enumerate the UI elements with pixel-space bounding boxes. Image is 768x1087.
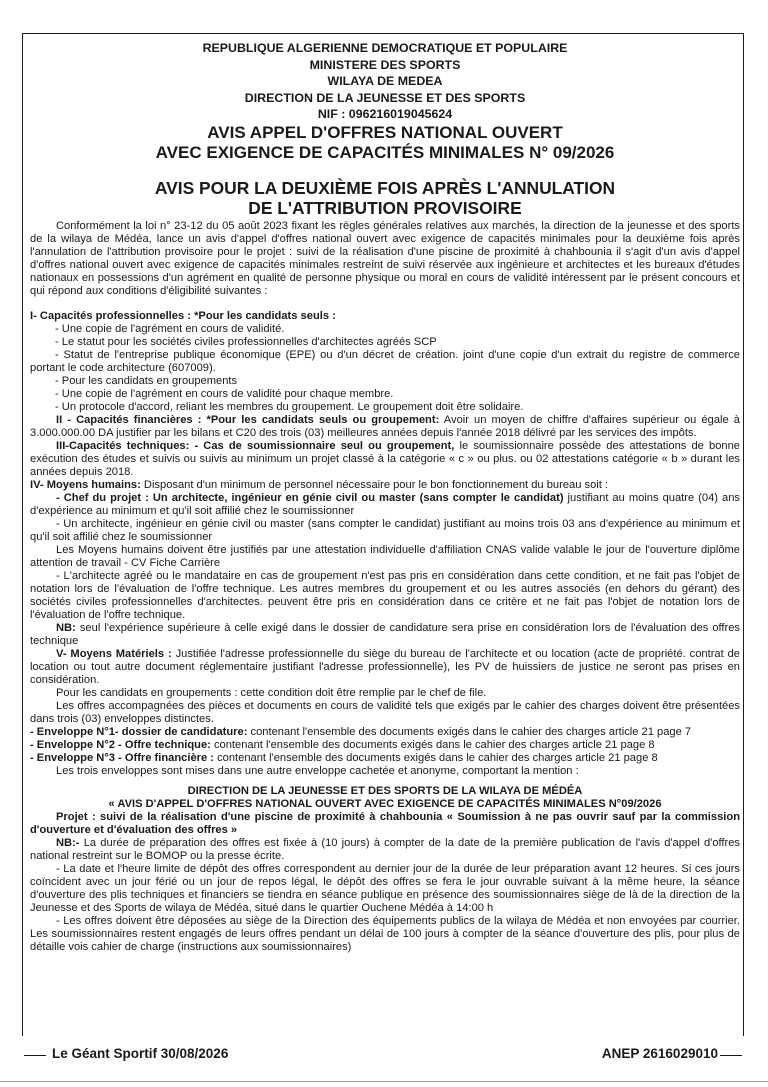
- section5-p1: Pour les candidats en groupements : cette condition doit être remplie par le chef de file.: [56, 686, 487, 699]
- envelope-2: [30, 739, 740, 752]
- section3-text: le soumissionnaire possède des attestations de bonne exécution des études et suivis ou suivis au minimum un projet classé à la catégorie « c » ou plus. ou 02 attestations catégorie « b » durant les années depuis 2018.: [30, 439, 740, 478]
- notice-subtitle-line2: DE L'ATTRIBUTION PROVISOIRE: [248, 197, 522, 218]
- section1-item: - Une copie de l'agrément en cours de validité pour chaque membre.: [55, 387, 394, 400]
- section2-paragraph: [30, 414, 740, 440]
- section4-nb-text: seul l'expérience supérieure à celle exigé dans le dossier de candidature sera prise en considération lors de l'évaluation des offres technique: [30, 621, 740, 647]
- header-wilaya: WILAYA DE MEDEA: [327, 74, 443, 88]
- header-republic: REPUBLIQUE ALGERIENNE DEMOCRATIQUE ET POPULAIRE: [202, 41, 568, 55]
- chef-projet-text: justifiant au moins quatre (04) ans d'expérience au minimum et qu'il soit affilié chez le soumissionner: [30, 491, 740, 517]
- section5-text: Justifiée l'adresse professionnelle du siège du bureau de l'architecte et ou location (acte de propriété. contrat de location ou tout autre document réglementaire justifiant l'adresse professionnelle), les PV de huissiers de justice ne seront pas prises en considération.: [30, 647, 740, 686]
- mention-projet: Projet : suivi de la réalisation d'une piscine de proximité à chahbounia « Soumission à ne pas ouvrir sauf par la commission d'ouverture et d'évaluation des offres »: [30, 810, 740, 836]
- footer-anep-ref: ANEP 2616029010: [601, 1046, 718, 1061]
- closing-nb-label: NB:-: [56, 836, 80, 849]
- section4-p3: - L'architecte agréé ou le mandataire en cas de groupement n'est pas pris en considération dans cette condition, et ne fait pas l'objet de notation lors de l'évaluation de l'offre technique. Les autres membres du groupement et ou les autres associés (en dehors du gérant) des sociétés civiles professionnelles d'architectes. peuvent être pris en considération dans ce critère et ne fait pas l'objet de notation lors de l'évaluation de l'offre technique.: [30, 569, 740, 621]
- footer-rule-right: [720, 1055, 742, 1056]
- section3-paragraph: [30, 440, 740, 479]
- section1-item: - Une copie de l'agrément en cours de validité.: [55, 322, 285, 335]
- section1-item: - Statut de l'entreprise publique économique (EPE) ou d'un décret de création. joint d'une copie d'un extrait du registre de commerce portant le code architecture (607009).: [30, 348, 740, 374]
- section4-nb-label: NB:: [56, 621, 76, 634]
- header-direction: DIRECTION DE LA JEUNESSE ET DES SPORTS: [244, 90, 526, 105]
- section5-heading: V- Moyens Matériels :: [56, 647, 172, 660]
- notice-title-line1: AVIS APPEL D'OFFRES NATIONAL OUVERT: [207, 122, 563, 142]
- header-ministry: MINISTERE DES SPORTS: [309, 57, 461, 72]
- envelopes-note: Les trois enveloppes sont mises dans une autre enveloppe cachetée et anonyme, comportant la mention :: [56, 764, 579, 777]
- section5-paragraph: [30, 648, 740, 687]
- chef-projet-label: - Chef du projet : Un architecte, ingénieur en génie civil ou master (sans compter le candidat): [56, 491, 564, 504]
- section2-text: Avoir un moyen de chiffre d'affaires supérieur ou égale à 3.000.000.00 DA justifier par les bilans et C20 des trois (03) meilleures années depuis l'année 2018 délivré par les services des impôts.: [30, 413, 741, 439]
- envelope-1: [30, 726, 740, 739]
- footer-rule-left: [24, 1055, 46, 1056]
- section4-text: Disposant d'un minimum de personnel nécessaire pour le bon fonctionnement du bureau soit :: [140, 478, 609, 491]
- envelope-3: [30, 752, 740, 765]
- section1-item: - Pour les candidats en groupements: [55, 374, 238, 387]
- envelope-2-text: contenant l'ensemble des documents exigés dans le cahier des charges article 21 page 8: [210, 738, 655, 751]
- closing-nb-text: La durée de préparation des offres est fixée à (10 jours) à compter de la date de la première publication de l'avis d'appel d'offres national restreint sur le BOMOP ou la presse écrite.: [30, 836, 740, 862]
- envelope-1-label: - Enveloppe N°1- dossier de candidature:: [30, 725, 248, 738]
- notice-subtitle-line1: AVIS POUR LA DEUXIÈME FOIS APRÈS L'ANNULATION: [154, 177, 616, 198]
- envelope-3-label: - Enveloppe N°3 - Offre financière :: [30, 751, 214, 764]
- section1-heading: I- Capacités professionnelles : *Pour les candidats seuls :: [30, 309, 336, 322]
- section4-nb: [30, 622, 740, 648]
- mention-avis: « AVIS D'APPEL D'OFFRES NATIONAL OUVERT AVEC EXIGENCE DE CAPACITÉS MINIMALES N°09/2026: [108, 797, 662, 810]
- chef-projet-paragraph: [30, 492, 740, 518]
- footer-publication: Le Géant Sportif 30/08/2026: [52, 1046, 229, 1061]
- notice-content: [30, 40, 740, 954]
- envelope-1-text: contenant l'ensemble des documents exigés dans le cahier des charges article 21 page 7: [247, 725, 692, 738]
- section4-heading: IV- Moyens humains:: [30, 478, 141, 491]
- section2-heading: II - Capacités financières : *Pour les candidats seuls ou groupement:: [56, 413, 440, 426]
- section5-p2: Les offres accompagnées des pièces et documents en cours de validité tels que exigés par le cahier des charges doivent être présentées dans trois (03) enveloppes distinctes.: [30, 699, 740, 725]
- section1-item: - Le statut pour les sociétés civiles professionnelles d'architectes agréés SCP: [55, 335, 437, 348]
- closing-nb: [30, 837, 740, 863]
- section3-heading: III-Capacités techniques: - Cas de soumissionnaire seul ou groupement,: [56, 439, 455, 452]
- section4-p1: - Un architecte, ingénieur en génie civil ou master (sans compter le candidat) justifiant au moins trois 03 ans d'expérience au minimum et qu'il soit affilié chez le soumissionner: [30, 517, 740, 543]
- section4-paragraph: [30, 479, 740, 492]
- section4-p2: Les Moyens humains doivent être justifiés par une attestation individuelle d'affiliation CNAS valide valable le jour de l'ouverture diplôme attention de travail - CV Fiche Carrière: [30, 543, 740, 569]
- header-nif: NIF : 096216019045624: [317, 107, 453, 121]
- notice-title-line2: AVEC EXIGENCE DE CAPACITÉS MINIMALES N° 09/2026: [155, 142, 615, 162]
- page-bottom-rule: [0, 1081, 768, 1082]
- section1-item: - Un protocole d'accord, reliant les membres du groupement. Le groupement doit être solidaire.: [55, 400, 524, 413]
- closing-p2: - Les offres doivent être déposées au siège de la Direction des équipements publics de la wilaya de Médéa et non envoyées par courrier. Les soumissionnaires restent engagés de leurs offres pendant un délai de 100 jours à compter de la séance d'ouverture des plis, pour plus de détaille vois cahier de charge (instructions aux soumissionnaires): [30, 914, 740, 953]
- envelope-2-label: - Enveloppe N°2 - Offre technique:: [30, 738, 211, 751]
- mention-direction: DIRECTION DE LA JEUNESSE ET DES SPORTS DE LA WILAYA DE MÉDÉA: [187, 784, 583, 797]
- envelope-3-text: contenant l'ensemble des documents exigés dans le cahier des charges article 21 page 8: [213, 751, 658, 764]
- intro-paragraph: Conformément la loi n° 23-12 du 05 août 2023 fixant les règles générales relatives aux marchés, la direction de la jeunesse et des sports de la wilaya de Médéa, lance un avis d'appel d'offres national ouvert avec exigence de capacités minimales pour la deuxième fois après l'annulation de l'attribution provisoire pour le projet : suivi de la réalisation d'une piscine de proximité à chahbounia il s'agit d'un avis d'appel d'offres national ouvert avec exigence de capacités minimales restreint de suivi réservée aux ingénieure et architectes et les bureaux d'études nationaux en possessions d'un agrément en qualité de personne physique ou moral en cours de validité intéressent par le présent concours et qui répond aux conditions d'éligibilité suivantes :: [30, 219, 740, 297]
- notice-footer: [22, 1040, 744, 1070]
- closing-p1: - La date et l'heure limite de dépôt des offres correspondent au dernier jour de la durée de leur préparation avant 12 heures. Si ces jours coïncident avec un jour férié ou un jour de repos légal, le dépôt des offres se fera le jour ouvrable suivant à la même heure, la séance d'ouverture des plis techniques et financiers se tiendra en séance publique en présence des soumissionnaires siège de là de la direction de la Jeunesse et des Sports de wilaya de Médéa, situé dans le quartier Ouchene Médéa à 14:00 h: [30, 862, 740, 914]
